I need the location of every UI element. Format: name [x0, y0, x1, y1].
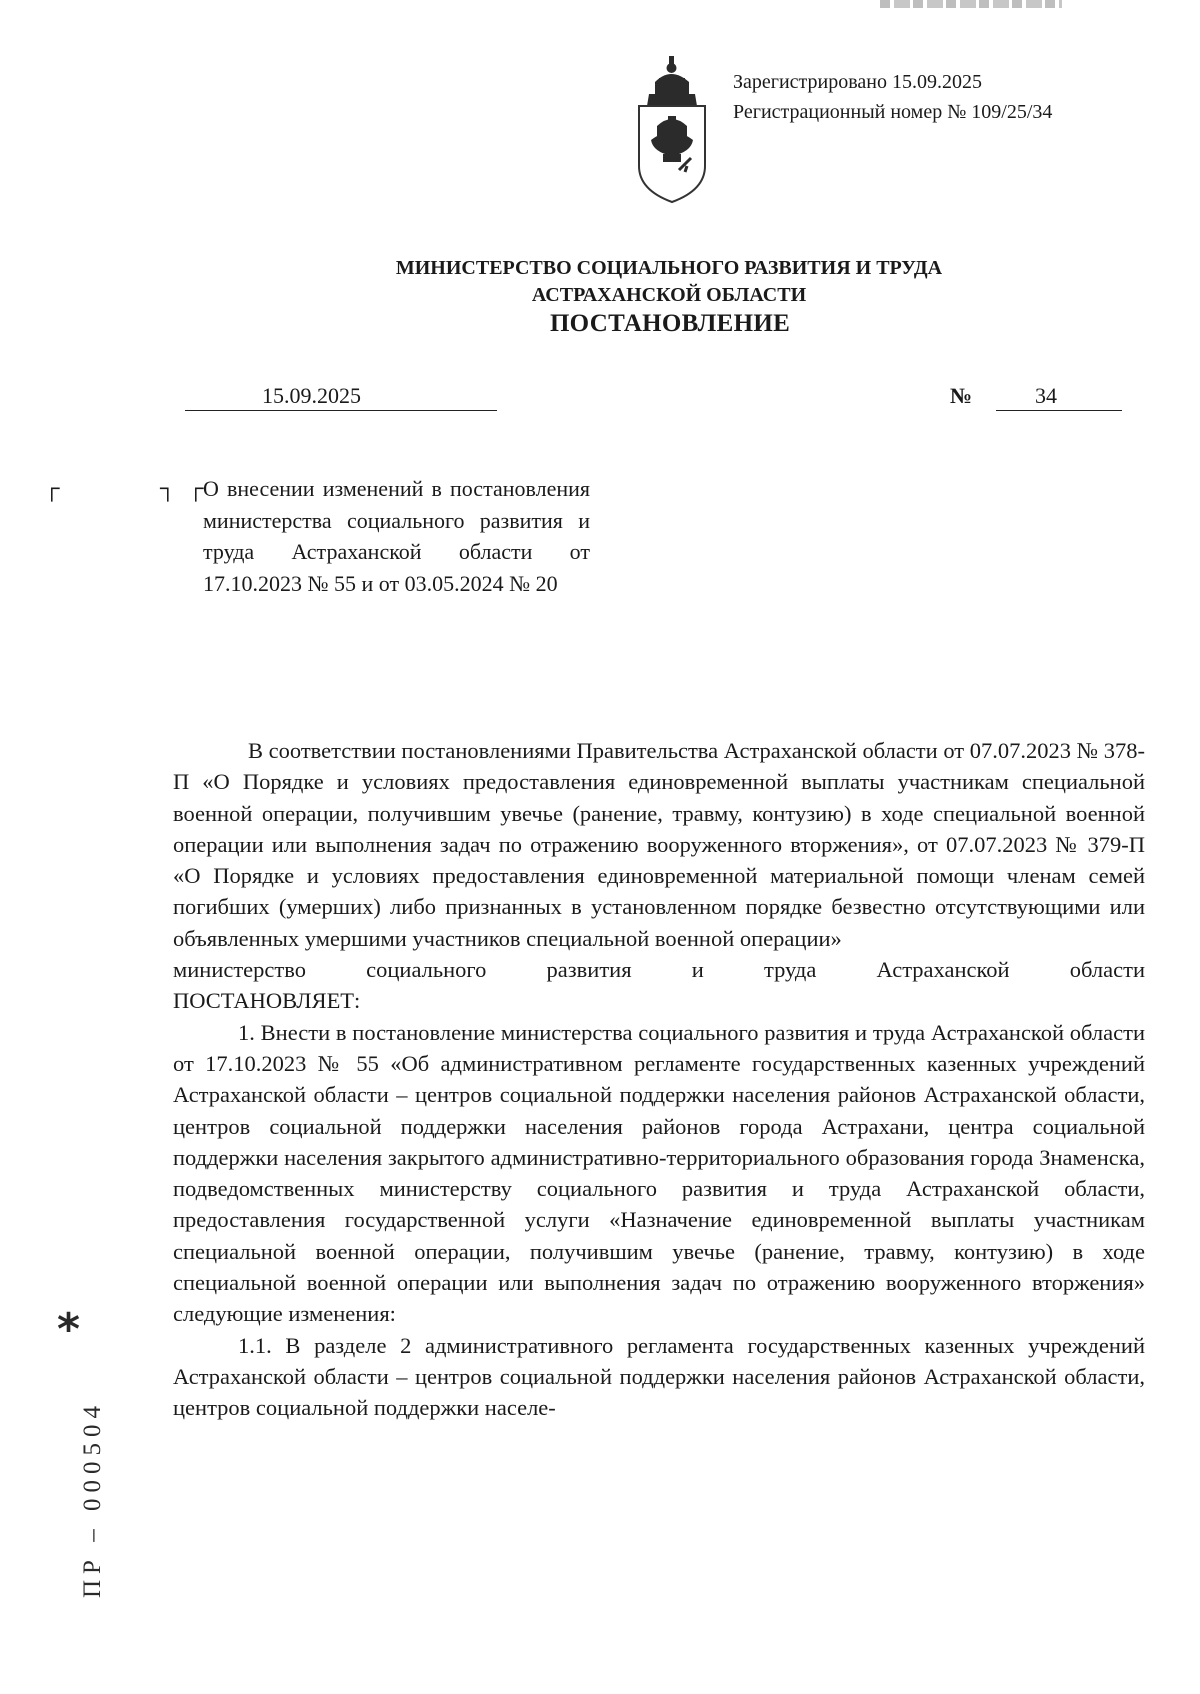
enacting-word: ПОСТАНОВЛЯЕТ: — [173, 988, 361, 1014]
item-1-1-paragraph: 1.1. В разделе 2 административного регламента государственных казенных учреждений Астраханской области – центров социальной поддержки населения районов Астраханской области, центров социальной поддержки населе- — [173, 1332, 1145, 1421]
enacting-authority: министерство социального развития и труда Астраханской области — [173, 957, 1145, 983]
scan-artifact — [880, 0, 1062, 8]
item-1-paragraph: 1. Внести в постановление министерства социального развития и труда Астраханской области от 17.10.2023 № 55 «Об административном регламенте государственных казенных учреждений Астраханской области – центров социальной поддержки населения районов Астраханской области, центров социальной поддержки населения районов города Астрахани, центра социальной поддержки населения закрытого административно-территориального образования города Знаменска, подведомственных министерству социального развития и труда Астраханской области, предоставления государственной услуги «Назначение единовременной выплаты участникам специальной военной операции, получившим увечье (ранение, травму, контузию) в ходе специальной военной операции или выполнения задач по отражению вооруженного вторжения» следующие изменения: — [173, 1019, 1145, 1327]
document-type: ПОСТАНОВЛЕНИЕ — [549, 310, 791, 337]
registration-number: Регистрационный номер № 109/25/34 — [733, 101, 1053, 123]
number-underline — [996, 386, 1122, 411]
preamble-paragraph: В соответствии постановлениями Правительства Астраханской области от 07.07.2023 № 378-П «О Порядке и условиях предоставления единовременной выплаты участникам специальной военной операции, получившим увечье (ранение, травму, контузию) в ходе специальной военной операции или выполнения задач по отражению вооруженного вторжения», от 07.07.2023 № 379-П «О Порядке и условиях предоставления единовременной материальной помощи членам семей погибших (умерших) либо признанных в установленном порядке безвестно отсутствующими или объявленных умершими участников специальной военной операции» — [173, 738, 1145, 951]
number-sign: № — [950, 383, 973, 408]
margin-star-mark: * — [57, 1304, 81, 1355]
ministry-header — [0, 255, 1200, 309]
document-number: 34 — [1035, 383, 1057, 408]
ministry-name-line1: МИНИСТЕРСТВО СОЦИАЛЬНОГО РАЗВИТИЯ И ТРУДА — [395, 257, 943, 279]
coat-of-arms-emblem — [633, 54, 711, 206]
registration-stamp — [733, 67, 1052, 127]
corner-mark-left: ┌ — [44, 475, 60, 500]
document-date: 15.09.2025 — [262, 383, 361, 408]
ministry-name-line2: АСТРАХАНСКОЙ ОБЛАСТИ — [531, 284, 807, 306]
document-body — [173, 735, 1145, 1424]
registration-date: Зарегистрировано 15.09.2025 — [733, 71, 983, 93]
document-subject: О внесении изменений в постановления министерства социального развития и труда Астраханской области от 17.10.2023 № 55 и от 03.05.2024 № 20 — [203, 476, 590, 596]
corner-mark-subject: ┌ — [188, 475, 204, 500]
margin-serial-number: ПР – 000504 — [79, 1400, 106, 1598]
corner-mark-right: ┐ — [160, 475, 176, 500]
